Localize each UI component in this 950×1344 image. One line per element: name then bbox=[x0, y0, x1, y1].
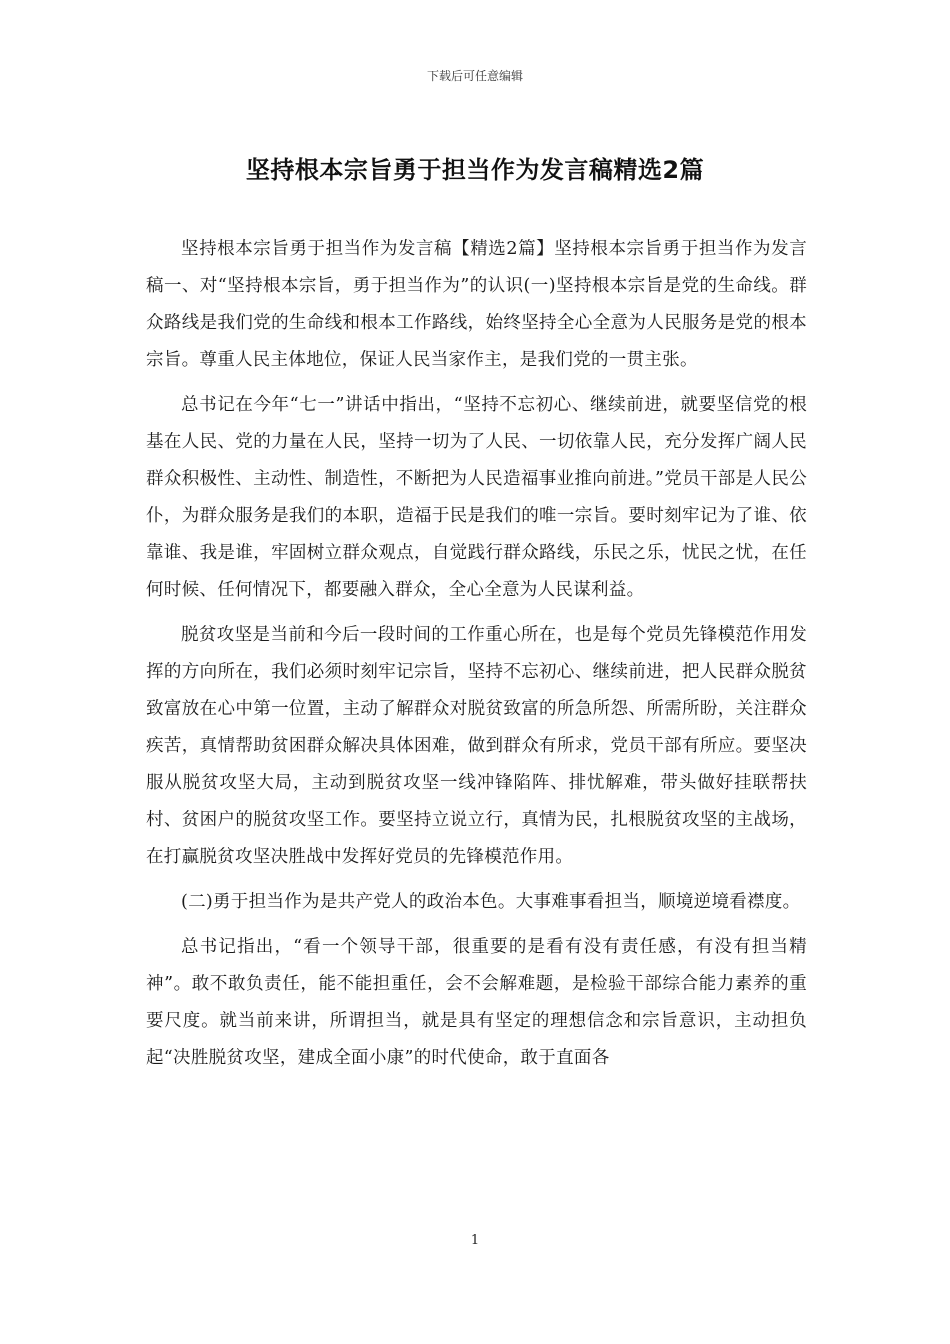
paragraph-1: 坚持根本宗旨勇于担当作为发言稿【精选2篇】坚持根本宗旨勇于担当作为发言稿一、对“坚持根本宗旨，勇于担当作为”的认识(一)坚持根本宗旨是党的生命线。群众路线是我们党的生命线和根本工作路线，始终坚持全心全意为人民服务是党的根本宗旨。尊重人民主体地位，保证人民当家作主，是我们党的一贯主张。 bbox=[146, 239, 807, 370]
document-body bbox=[146, 231, 807, 1085]
paragraph-5: 总书记指出，“看一个领导干部，很重要的是看有没有责任感，有没有担当精神”。敢不敢负责任，能不能担重任，会不会解难题，是检验干部综合能力素养的重要尺度。就当前来讲，所谓担当，就是具有坚定的理想信念和宗旨意识，主动担负起“决胜脱贫攻坚，建成全面小康”的时代使命，敢于直面各 bbox=[146, 937, 807, 1068]
page-number: 1 bbox=[470, 1233, 480, 1248]
paragraph-3: 脱贫攻坚是当前和今后一段时间的工作重心所在，也是每个党员先锋模范作用发挥的方向所在，我们必须时刻牢记宗旨，坚持不忘初心、继续前进，把人民群众脱贫致富放在心中第一位置，主动了解群众对脱贫致富的所急所怨、所需所盼，关注群众疾苦，真情帮助贫困群众解决具体困难，做到群众有所求，党员干部有所应。要坚决服从脱贫攻坚大局，主动到脱贫攻坚一线冲锋陷阵、排忧解难，带头做好挂联帮扶村、贫困户的脱贫攻坚工作。要坚持立说立行，真情为民，扎根脱贫攻坚的主战场，在打赢脱贫攻坚决胜战中发挥好党员的先锋模范作用。 bbox=[146, 625, 807, 867]
header-note: 下载后可任意编辑 bbox=[426, 69, 523, 83]
document-title: 坚持根本宗旨勇于担当作为发言稿精选2篇 bbox=[245, 156, 705, 184]
paragraph-4: (二)勇于担当作为是共产党人的政治本色。大事难事看担当，顺境逆境看襟度。 bbox=[181, 892, 801, 912]
paragraph-2: 总书记在今年“七一”讲话中指出，“坚持不忘初心、继续前进，就要坚信党的根基在人民、党的力量在人民，坚持一切为了人民、一切依靠人民，充分发挥广阔人民群众积极性、主动性、制造性，不断把为人民造福事业推向前进。”党员干部是人民公仆，为群众服务是我们的本职，造福于民是我们的唯一宗旨。要时刻牢记为了谁、依靠谁、我是谁，牢固树立群众观点，自觉践行群众路线，乐民之乐，忧民之忧，在任何时候、任何情况下，都要融入群众，全心全意为人民谋利益。 bbox=[146, 395, 807, 600]
